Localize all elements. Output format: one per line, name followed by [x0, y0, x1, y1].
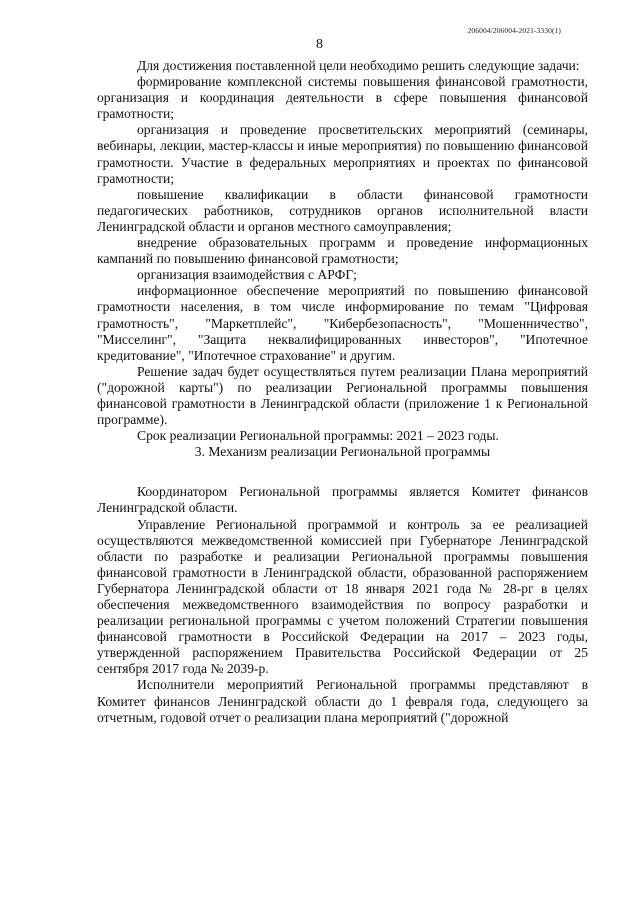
section-heading: 3. Механизм реализации Региональной программы [194, 444, 491, 460]
paragraph-solution: Решение задач будет осуществляться путем реализации Плана мероприятий ("дорожной карты") по реализации Региональной программы повышения финансовой грамотности в Ленинградской области (приложение 1 к Региональной программе). [97, 363, 588, 428]
paragraph-task-6: информационное обеспечение мероприятий по повышению финансовой грамотности населения, в том числе информирование по темам "Цифровая грамотность", "Маркетплейс", "Кибербезопасность", "Мошенничество", "Мисселинг", "Защита неквалифицированных инвесторов", "Ипотечное кредитование", "Ипотечное страхование" и другим. [97, 283, 588, 363]
document-id: 206004/206004-2021-3330(1) [467, 26, 561, 35]
paragraph-intro: Для достижения поставленной цели необходимо решить следующие задачи: [137, 58, 580, 73]
paragraph-executors: Исполнители мероприятий Региональной программы представляют в Комитет финансов Ленинградской области до 1 февраля года, следующего за отчетным, годовой отчет о реализации плана мероприятий ("дорожной [97, 677, 588, 725]
paragraph-management: Управление Региональной программой и контроль за ее реализацией осуществляются межведомственной комиссией при Губернаторе Ленинградской области по разработке и реализации Региональной программы повышения финансовой грамотности в Ленинградской области, образованной распоряжением Губернатора Ленинградской области от 18 января 2021 года № 28-рг в целях обеспечения межведомственного взаимодействия по вопросу разработки и реализации региональной программы с учетом положений Стратегии повышения финансовой грамотности в Российской Федерации на 2017 – 2023 годы, утвержденной распоряжением Правительства Российской Федерации от 25 сентября 2017 года № 2039-р. [97, 516, 588, 677]
paragraph-task-1: формирование комплексной системы повышения финансовой грамотности, организация и координация деятельности в сфере повышения финансовой грамотности; [97, 74, 588, 122]
paragraph-task-3: повышение квалификации в области финансовой грамотности педагогических работников, сотрудников органов исполнительной власти Ленинградской области и органов местного самоуправления; [97, 186, 588, 234]
paragraph-coordinator: Координатором Региональной программы является Комитет финансов Ленинградской области. [97, 484, 588, 516]
paragraph-task-2: организация и проведение просветительских мероприятий (семинары, вебинары, лекции, мастер-классы и иные мероприятия) по повышению финансовой грамотности. Участие в федеральных мероприятиях и проектах по финансовой грамотности; [97, 122, 588, 186]
document-body [97, 58, 588, 726]
paragraph-task-4: внедрение образовательных программ и проведение информационных кампаний по повышению финансовой грамотности; [97, 235, 588, 267]
paragraph-task-5: организация взаимодействия с АРФГ; [137, 267, 357, 283]
page-number: 8 [316, 37, 323, 52]
paragraph-term: Срок реализации Региональной программы: 2021 – 2023 годы. [137, 428, 499, 444]
